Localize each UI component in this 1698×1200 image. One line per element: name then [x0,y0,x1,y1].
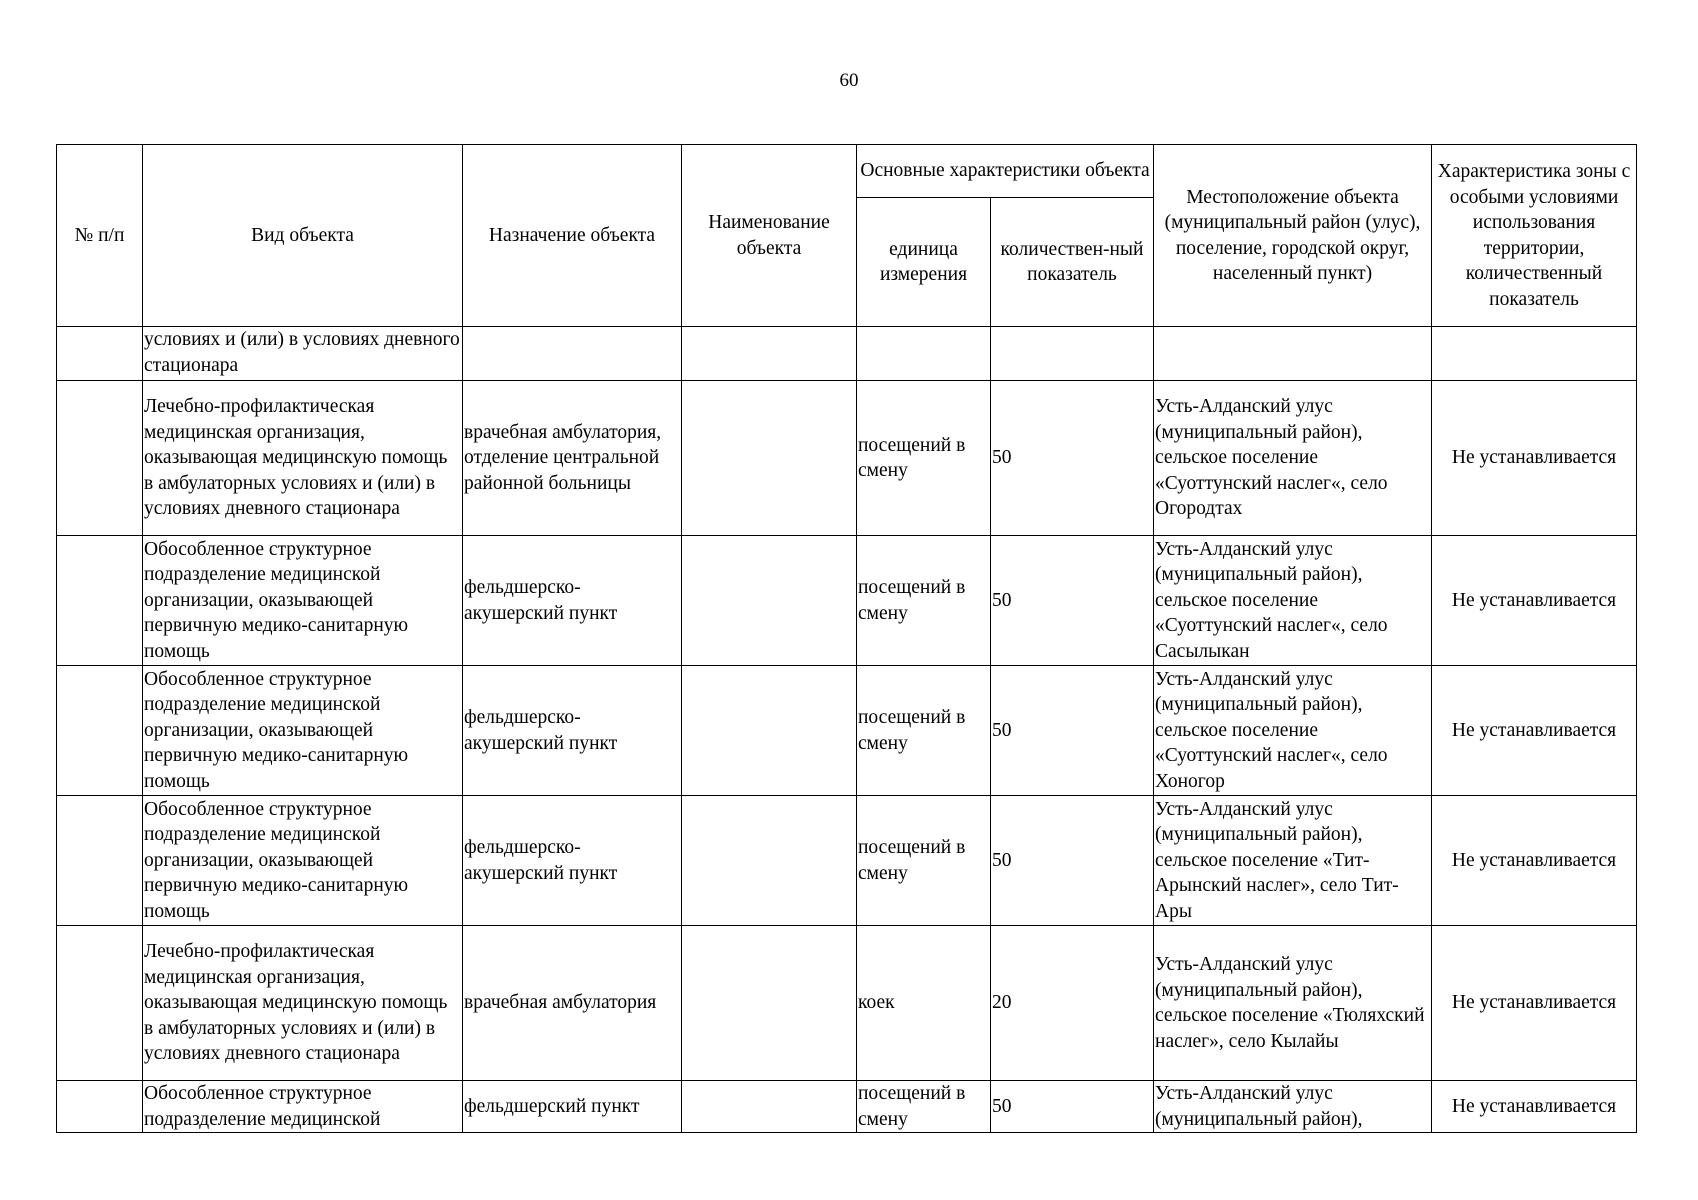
cell-location [1154,327,1432,381]
page-number: 60 [839,70,859,91]
table-row [57,796,1637,926]
cell-type: условиях и (или) в условиях дневного стационара [143,327,463,381]
header-type: Вид объекта [143,145,463,327]
cell-num [57,536,143,666]
cell-zone: Не устанавливается [1432,1081,1637,1133]
cell-num [57,327,143,381]
header-location: Местоположение объекта (муниципальный район (улус), поселение, городской округ, населенный пункт) [1154,145,1432,327]
cell-purpose: фельдшерско-акушерский пункт [463,666,682,796]
cell-name [682,1081,857,1133]
cell-purpose: фельдшерский пункт [463,1081,682,1133]
cell-name [682,381,857,536]
cell-type: Лечебно-профилактическая медицинская организация, оказывающая медицинскую помощь в амбулаторных условиях и (или) в условиях дневного стационара [143,926,463,1081]
cell-quantity: 50 [991,536,1154,666]
cell-location: Усть-Алданский улус (муниципальный район), сельское поселение «Суоттунский наслег«, село Сасылыкан [1154,536,1432,666]
cell-quantity [991,327,1154,381]
cell-purpose: врачебная амбулатория [463,926,682,1081]
cell-unit: посещений в смену [857,536,991,666]
cell-zone: Не устанавливается [1432,536,1637,666]
header-main-characteristics: Основные характеристики объекта [857,145,1154,198]
cell-num [57,381,143,536]
cell-location: Усть-Алданский улус (муниципальный район), сельское поселение «Суоттунский наслег«, село Хоногор [1154,666,1432,796]
cell-unit: посещений в смену [857,1081,991,1133]
cell-name [682,666,857,796]
cell-quantity: 20 [991,926,1154,1081]
header-num: № п/п [57,145,143,327]
cell-zone: Не устанавливается [1432,926,1637,1081]
cell-name [682,536,857,666]
cell-location: Усть-Алданский улус (муниципальный район), сельское поселение «Тюляхский наслег», село Кылайы [1154,926,1432,1081]
table-row [57,926,1637,1081]
table-row [57,536,1637,666]
header-unit: единица измерения [857,198,991,327]
cell-quantity: 50 [991,1081,1154,1133]
cell-num [57,796,143,926]
cell-location: Усть-Алданский улус (муниципальный район), сельское поселение «Тит-Арынский наслег», село Тит-Ары [1154,796,1432,926]
cell-name [682,796,857,926]
cell-quantity: 50 [991,796,1154,926]
header-name: Наименование объекта [682,145,857,327]
objects-table [56,144,1637,1133]
cell-location: Усть-Алданский улус (муниципальный район), [1154,1081,1432,1133]
cell-purpose: фельдшерско-акушерский пункт [463,536,682,666]
header-purpose: Назначение объекта [463,145,682,327]
cell-purpose [463,327,682,381]
cell-type: Обособленное структурное подразделение медицинской организации, оказывающей первичную медико-санитарную помощь [143,796,463,926]
cell-location: Усть-Алданский улус (муниципальный район), сельское поселение «Суоттунский наслег«, село Огородтах [1154,381,1432,536]
cell-zone: Не устанавливается [1432,381,1637,536]
table-row [57,381,1637,536]
cell-unit: коек [857,926,991,1081]
cell-num [57,666,143,796]
cell-quantity: 50 [991,666,1154,796]
cell-type: Обособленное структурное подразделение медицинской организации, оказывающей первичную медико-санитарную помощь [143,666,463,796]
cell-unit [857,327,991,381]
cell-zone: Не устанавливается [1432,796,1637,926]
cell-num [57,1081,143,1133]
table-row [57,327,1637,381]
cell-purpose: врачебная амбулатория, отделение центральной районной больницы [463,381,682,536]
cell-unit: посещений в смену [857,666,991,796]
header-zone: Характеристика зоны с особыми условиями использования территории, количественный показатель [1432,145,1637,327]
cell-purpose: фельдшерско-акушерский пункт [463,796,682,926]
cell-type: Лечебно-профилактическая медицинская организация, оказывающая медицинскую помощь в амбулаторных условиях и (или) в условиях дневного стационара [143,381,463,536]
table-row [57,1081,1637,1133]
cell-unit: посещений в смену [857,796,991,926]
cell-zone [1432,327,1637,381]
cell-quantity: 50 [991,381,1154,536]
cell-unit: посещений в смену [857,381,991,536]
table-row [57,666,1637,796]
cell-type: Обособленное структурное подразделение медицинской организации, оказывающей первичную медико-санитарную помощь [143,536,463,666]
cell-name [682,327,857,381]
cell-name [682,926,857,1081]
cell-type: Обособленное структурное подразделение медицинской [143,1081,463,1133]
cell-num [57,926,143,1081]
header-quantity: количествен-ный показатель [991,198,1154,327]
cell-zone: Не устанавливается [1432,666,1637,796]
